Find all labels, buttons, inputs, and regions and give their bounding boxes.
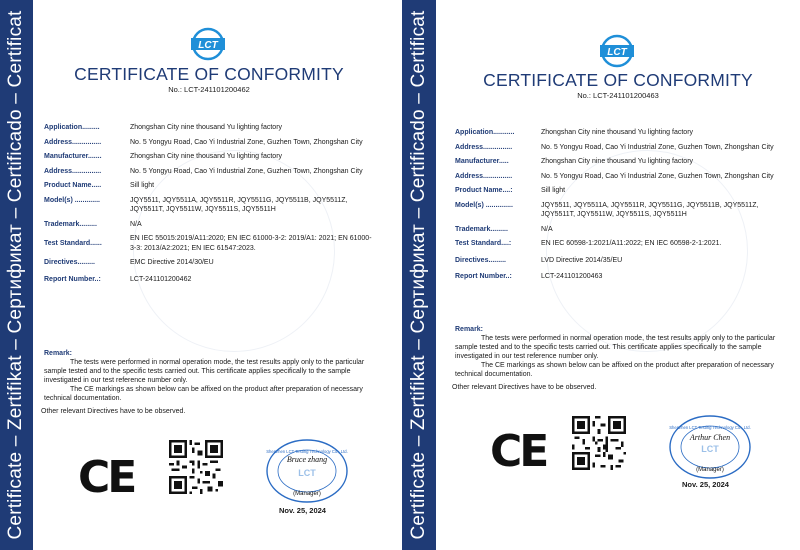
field-manufacturer: Manufacturer....... Zhongshan City nine thousand Yu lighting factory <box>44 153 283 160</box>
signature: Arthur Chen <box>689 433 731 442</box>
signature: Bruce zhang <box>286 455 328 464</box>
stamp-logo-text: LCT <box>701 444 719 454</box>
company-stamp <box>668 414 752 480</box>
remark-paragraph-1: The tests were performed in normal operation mode, the test results apply only to the particular sample tested and to the specific tests carried out. This certificate applies specifically to the sample investigated in our test reference number only. <box>44 359 365 384</box>
field-application: Application......... Zhongshan City nine thousand Yu lighting factory <box>44 124 283 131</box>
remark-block <box>44 349 374 403</box>
field-trademark: Trademark......... N/A <box>455 225 553 233</box>
field-directives: Directives......... LVD Directive 2014/35/EU <box>455 256 623 264</box>
certificate-title: CERTIFICATE OF CONFORMITY <box>483 70 753 90</box>
field-manufacturer: Manufacturer..... Zhongshan City nine thousand Yu lighting factory <box>455 158 694 165</box>
field-application: Application........... Zhongshan City nine thousand Yu lighting factory <box>455 129 694 136</box>
field-test-standard: Test Standard...... EN IEC 55015:2019/A11:2020; EN IEC 61000-3-2: 2019/A1: 2021; EN 61000-3-3: 2013/A2:2021; EN IEC 61547:2023. <box>44 235 372 252</box>
remark-heading: Remark: <box>455 326 484 333</box>
certificate-number: No.: LCT-241101200463 <box>577 91 659 100</box>
other-directives-note: Other relevant Directives have to be observed. <box>41 408 186 415</box>
certificate-right <box>402 0 800 550</box>
field-report-number: Report Number..: LCT-241101200462 <box>44 275 192 283</box>
remark-heading: Remark: <box>44 350 73 357</box>
side-band-text: Certificate – Zertifikat – Сертификат – Certificado – Certificat <box>408 10 429 540</box>
stamp-manager-label: (Manager) <box>696 467 724 473</box>
issue-date: Nov. 25, 2024 <box>279 506 326 515</box>
logo-text: LCT <box>198 40 218 51</box>
remark-paragraph-1: The tests were performed in normal operation mode, the test results apply only to the particular sample tested and to the specific tests carried out. This certificate applies specifically to the sample investigated in our test reference number only. <box>455 335 776 360</box>
ce-mark: CE <box>490 426 547 477</box>
company-stamp <box>265 438 349 504</box>
field-address: Address............... No. 5 Yongyu Road, Cao Yi Industrial Zone, Guzhen Town, Zhongshan City <box>44 138 363 146</box>
qr-code <box>572 416 626 470</box>
certificate-body <box>436 0 800 550</box>
qr-code <box>169 440 223 494</box>
ce-mark: CE <box>78 452 135 503</box>
stamp-manager-label: (Manager) <box>293 491 321 497</box>
side-band-text: Certificate – Zertifikat – Сертификат – Certificado – Certificat <box>5 10 26 540</box>
stamp-ring-text: Shenzhen LCT Testing Technology Co., Ltd. <box>669 425 751 430</box>
field-report-number: Report Number..: LCT-241101200463 <box>455 273 603 280</box>
remark-paragraph-2: The CE markings as shown below can be affixed on the product after preparation of necessary technical documentation. <box>455 362 774 378</box>
stamp-logo-text: LCT <box>298 468 316 478</box>
lct-logo <box>598 34 636 68</box>
field-address: Address............... No. 5 Yongyu Road, Cao Yi Industrial Zone, Guzhen Town, Zhongshan City <box>455 143 774 151</box>
certificate-left <box>0 0 385 550</box>
stamp-ring-text: Shenzhen LCT Testing Technology Co., Ltd. <box>266 449 348 454</box>
gap <box>385 0 402 550</box>
field-models: Model(s) ............. JQY5511, JQY5511A, JQY5511R, JQY5511G, JQY5511B, JQY5511Z, JQY5511T, JQY5511W, JQY5511S, JQY5511H <box>44 196 348 213</box>
field-test-standard: Test Standard....: EN IEC 60598-1:2021/A11:2022; EN IEC 60598-2-1:2021. <box>455 240 722 247</box>
certificate-fields <box>455 128 785 282</box>
field-models: Model(s) .............. JQY5511, JQY5511A, JQY5511R, JQY5511G, JQY5511B, JQY5511Z, JQY5511T, JQY5511W, JQY5511S, JQY5511H <box>455 201 759 218</box>
certificate-fields <box>44 123 374 284</box>
remark-block <box>455 325 790 379</box>
field-product-name: Product Name..... Sill light <box>44 182 155 189</box>
field-directives: Directives......... EMC Directive 2014/30/EU <box>44 259 214 266</box>
field-address: Address............... No. 5 Yongyu Road, Cao Yi Industrial Zone, Guzhen Town, Zhongshan City <box>455 172 774 180</box>
field-address: Address............... No. 5 Yongyu Road, Cao Yi Industrial Zone, Guzhen Town, Zhongshan City <box>44 167 363 175</box>
certificate-number: No.: LCT-241101200462 <box>168 85 250 94</box>
side-band <box>402 0 436 550</box>
field-trademark: Trademark......... N/A <box>44 220 142 228</box>
remark-paragraph-2: The CE markings as shown below can be affixed on the product after preparation of necessary technical documentation. <box>44 386 363 402</box>
other-directives-note: Other relevant Directives have to be observed. <box>452 384 597 391</box>
issue-date: Nov. 25, 2024 <box>682 480 729 489</box>
certificate-body <box>33 0 385 550</box>
logo-text: LCT <box>607 47 627 58</box>
lct-logo <box>189 27 227 61</box>
field-product-name: Product Name....: Sill light <box>455 187 566 194</box>
side-band <box>0 0 33 550</box>
certificate-title: CERTIFICATE OF CONFORMITY <box>74 64 344 84</box>
